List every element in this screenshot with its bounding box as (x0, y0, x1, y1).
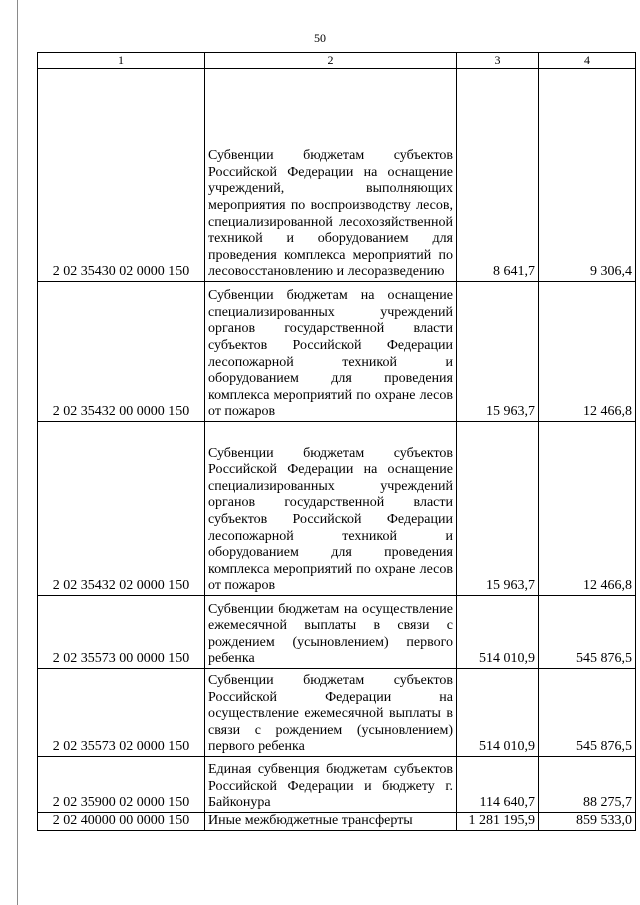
budget-code: 2 02 35573 02 0000 150 (38, 669, 205, 757)
value-col3: 15 963,7 (457, 422, 539, 596)
value-col3: 1 281 195,9 (457, 813, 539, 831)
page-edge-line (17, 0, 18, 905)
value-col4: 12 466,8 (539, 282, 636, 422)
budget-code: 2 02 35900 02 0000 150 (38, 757, 205, 813)
budget-code: 2 02 35430 02 0000 150 (38, 69, 205, 282)
budget-code: 2 02 35432 02 0000 150 (38, 422, 205, 596)
value-col3: 114 640,7 (457, 757, 539, 813)
column-header-2: 2 (205, 53, 457, 69)
value-col4: 88 275,7 (539, 757, 636, 813)
row-description: Иные межбюджетные трансферты (205, 813, 457, 831)
table-row (38, 813, 636, 831)
value-col4: 12 466,8 (539, 422, 636, 596)
value-col4: 9 306,4 (539, 69, 636, 282)
table-row (38, 282, 636, 422)
table-row (38, 669, 636, 757)
table-row (38, 596, 636, 669)
row-description: Субвенции бюджетам субъектов Российской Федерации на оснащение специализированных учреждений органов государственной власти субъектов Российской Федерации лесопожарной техникой и оборудованием для проведения комплекса мероприятий по охране лесов от пожаров (205, 422, 457, 596)
value-col3: 514 010,9 (457, 596, 539, 669)
value-col4: 859 533,0 (539, 813, 636, 831)
column-header-1: 1 (38, 53, 205, 69)
row-description: Единая субвенция бюджетам субъектов Российской Федерации и бюджету г. Байконура (205, 757, 457, 813)
column-header-4: 4 (539, 53, 636, 69)
column-header-3: 3 (457, 53, 539, 69)
table-header-row (38, 53, 636, 69)
budget-code: 2 02 40000 00 0000 150 (38, 813, 205, 831)
budget-code: 2 02 35432 00 0000 150 (38, 282, 205, 422)
value-col4: 545 876,5 (539, 596, 636, 669)
row-description: Субвенции бюджетам на осуществление ежемесячной выплаты в связи с рождением (усыновлением) первого ребенка (205, 596, 457, 669)
value-col3: 514 010,9 (457, 669, 539, 757)
value-col4: 545 876,5 (539, 669, 636, 757)
page-number: 50 (314, 31, 326, 45)
table-row (38, 757, 636, 813)
row-description: Субвенции бюджетам субъектов Российской Федерации на оснащение учреждений, выполняющих мероприятия по воспроизводству лесов, специализированной лесохозяйственной техникой и оборудованием для проведения комплекса мероприятий по лесовосстановлению и лесоразведению (205, 69, 457, 282)
budget-code: 2 02 35573 00 0000 150 (38, 596, 205, 669)
budget-table (37, 52, 636, 831)
table-row (38, 69, 636, 282)
row-description: Субвенции бюджетам субъектов Российской Федерации на осуществление ежемесячной выплаты в связи с рождением (усыновлением) первого ребенка (205, 669, 457, 757)
value-col3: 8 641,7 (457, 69, 539, 282)
value-col3: 15 963,7 (457, 282, 539, 422)
row-description: Субвенции бюджетам на оснащение специализированных учреждений органов государственной власти субъектов Российской Федерации лесопожарной техникой и оборудованием для проведения комплекса мероприятий по охране лесов от пожаров (205, 282, 457, 422)
table-row (38, 422, 636, 596)
